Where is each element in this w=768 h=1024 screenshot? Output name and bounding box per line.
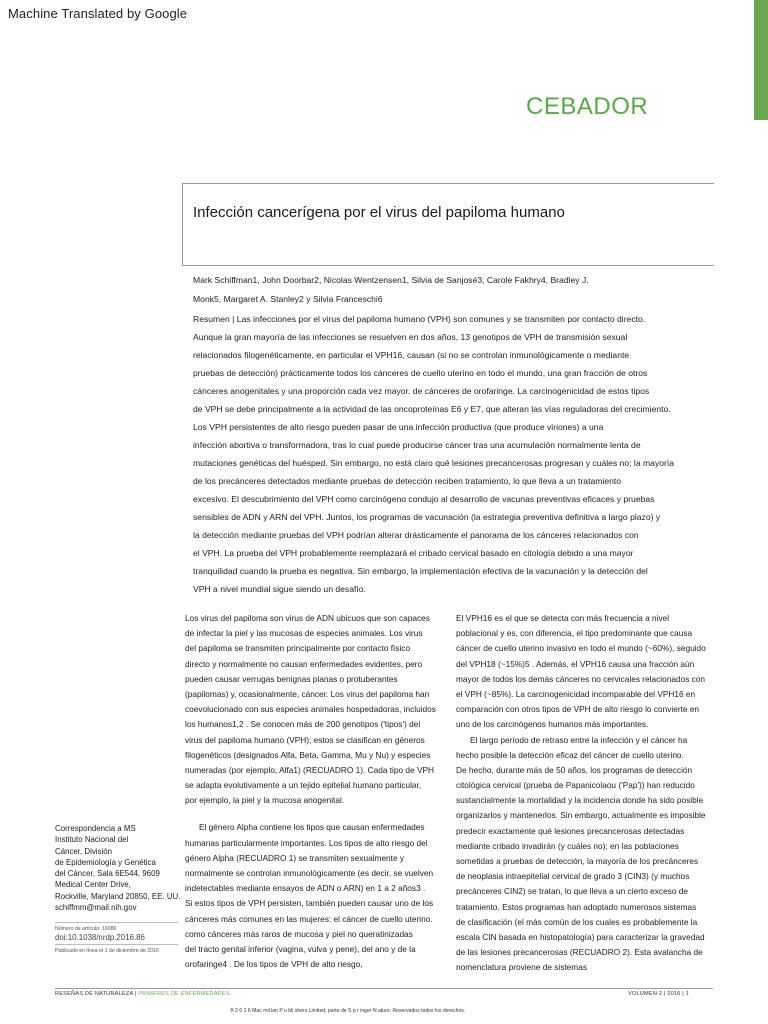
abstract bbox=[193, 310, 718, 598]
abstract-line: Resumen | Las infecciones por el virus del papiloma humano (VPH) son comunes y se transmiten por contacto directo. bbox=[193, 314, 646, 324]
title-rule-left bbox=[182, 183, 183, 265]
correspondence-line: Rockville, Maryland 20850, EE. UU. bbox=[55, 891, 181, 901]
body-line: género Alpha (RECUADRO 1) se transmiten sexualmente y bbox=[185, 852, 405, 863]
correspondence-line: Instituto Nacional del bbox=[55, 835, 129, 845]
body-line: como cánceres más raros de mucosa y piel no queratinizadas bbox=[185, 928, 413, 939]
body-line: orofaringe4 . De los tipos de VPH de alto riesgo, bbox=[185, 959, 363, 970]
body-line: por ejemplo, la piel y la mucosa anogenital. bbox=[185, 795, 345, 806]
body-line: sustancialmente la mortalidad y la incidencia donde ha sido posible bbox=[456, 795, 704, 806]
body-line: del VPH18 (~15%)5 . Además, el VPH16 causa una fracción aún bbox=[456, 658, 695, 669]
abstract-line: cánceres anogenitales y una proporción cada vez mayor. de cánceres de orofaringe. La carcinogenicidad de estos tipos bbox=[193, 386, 650, 396]
body-line: El largo período de retraso entre la infección y el cáncer ha bbox=[470, 734, 688, 745]
abstract-line: infección abortiva o transformadora, tras lo cual puede producirse cáncer tras una acumulación normalmente lenta de bbox=[193, 440, 641, 450]
body-line: se adapta evolutivamente a un tejido epitelial humano particular, bbox=[185, 780, 422, 791]
body-line: pueden causar verrugas benignas planas o protuberantes bbox=[185, 673, 398, 684]
author-line: Monk5, Margaret A. Stanley2 y Silvia Franceschi6 bbox=[193, 294, 383, 304]
body-line: poblacional y es, con diferencia, el tipo predominante que causa bbox=[456, 628, 693, 639]
body-line: De hecho, durante más de 50 años, los programas de detección bbox=[456, 764, 693, 775]
body-line: de clasificación (el más común de los cuales es probablemente la bbox=[456, 916, 698, 927]
correspondence-line: de Epidemiología y Genética bbox=[55, 857, 156, 867]
correspondence-line: Medical Center Drive, bbox=[55, 880, 131, 890]
body-line: Los virus del papiloma son virus de ADN ubicuos que son capaces bbox=[185, 613, 430, 623]
copyright-notice: ® 2 0 1 6 Mac mil lan P u bli shers Limited, parte de S p r inger N ature. Reservados todos los derechos. bbox=[230, 1008, 466, 1014]
meta-divider bbox=[55, 922, 178, 923]
body-line: comparación con otros tipos de VPH de alto riesgo lo convierte en bbox=[456, 704, 700, 715]
footer-journal bbox=[55, 991, 230, 997]
body-line: predecir exactamente qué lesiones precancerosas detectadas bbox=[456, 825, 685, 836]
body-line: directo y normalmente no causan enfermedades evidentes, pero bbox=[185, 658, 423, 669]
body-line: de neoplasia intraepitelial cervical de grado 3 (CIN3) (y muchos bbox=[456, 871, 690, 882]
body-line: tratamiento. Estos programas han adoptado numerosos sistemas bbox=[456, 901, 697, 912]
body-line: (papilomas) y, ocasionalmente, cáncer. Los virus del papiloma han bbox=[185, 688, 430, 699]
body-line: indetectables mediante ensayos de ADN o ARN) en 1 a 2 años3 . bbox=[185, 883, 426, 894]
body-line: mayor de todos los demás cánceres no cervicales relacionados con bbox=[456, 673, 706, 684]
body-line: hecho posible la detección eficaz del cáncer de cuello uterino. bbox=[456, 749, 684, 760]
body-line: numeradas (por ejemplo, Alfa1) (RECUADRO 1). Cada tipo de VPH bbox=[185, 764, 435, 775]
body-line: cánceres más comunes en las mujeres: el cáncer de cuello uterino. bbox=[185, 913, 433, 924]
abstract-line: excesivo. El descubrimiento del VPH como carcinógeno condujo al desarrollo de vacunas preventivas eficaces y pruebas bbox=[193, 494, 655, 504]
title-rule-top bbox=[182, 183, 714, 184]
correspondence-line: Correspondencia a MS bbox=[55, 824, 136, 833]
body-line: de infectar la piel y las mucosas de especies animales. Los virus bbox=[185, 628, 423, 639]
body-line: uno de los carcinógenos humanos más importantes. bbox=[456, 719, 649, 730]
abstract-line: pruebas de detección) prácticamente todos los cánceres de cuello uterino en todo el mundo, una gran fracción de otros bbox=[193, 368, 648, 378]
meta-divider bbox=[55, 944, 178, 945]
email-link[interactable]: schiffmm@mail.nih.gov bbox=[55, 903, 137, 913]
body-line: humanas particularmente importantes. Los tipos de alto riesgo del bbox=[185, 837, 428, 848]
abstract-line: la detección mediante pruebas del VPH podrían alterar drásticamente el panorama de los cánceres relacionados con bbox=[193, 530, 639, 540]
correspondence-block bbox=[55, 823, 185, 913]
body-line: el VPH (~85%). La carcinogenicidad incomparable del VPH16 en bbox=[456, 688, 696, 699]
article-title: Infección cancerígena por el virus del papiloma humano bbox=[193, 204, 565, 221]
section-label: CEBADOR bbox=[526, 93, 649, 120]
footer-volume: VOLUMEN 2 | 2016 | 1 bbox=[628, 991, 690, 997]
journal-section: PRIMERES DE ENFERMEDADES bbox=[138, 991, 230, 997]
body-line: Si estos tipos de VPH persisten, también pueden causar uno de los bbox=[185, 898, 434, 909]
machine-translated-label: Machine Translated by Google bbox=[8, 6, 188, 21]
title-rule-bottom bbox=[182, 265, 714, 266]
body-line: virus del papiloma humano (VPH); estos se clasifican en géneros bbox=[185, 734, 425, 745]
body-line: cáncer de cuello uterino invasivo en todo el mundo (~60%), seguido bbox=[456, 643, 706, 654]
footer-divider bbox=[55, 988, 713, 989]
abstract-line: mutaciones genéticas del huésped. Sin embargo, no está claro qué lesiones precancerosas progresan y cuáles no; la mayoría bbox=[193, 458, 675, 468]
author-line: Mark Schiffman1, John Doorbar2, Nicolas Wentzensen1, Silvia de Sanjosé3, Carole Fakhry4, Bradley J. bbox=[193, 275, 589, 285]
body-line: mediante cribado invadirán (y cuáles no); en las poblaciones bbox=[456, 840, 679, 851]
abstract-line: relacionados filogenéticamente, en particular el VPH16, causan (si no se controlan inmunológicamente o mediante bbox=[193, 350, 630, 360]
abstract-line: Los VPH persistentes de alto riesgo pueden pasar de una infección productiva (que produce viriones) a una bbox=[193, 422, 604, 432]
body-line: escala CIN basada en histopatología) para caracterizar la gravedad bbox=[456, 931, 705, 942]
body-line: los humanos1,2 . Se conocen más de 200 genotipos ('tipos') del bbox=[185, 719, 421, 730]
body-line: El género Alpha contiene los tipos que causan enfermedades bbox=[199, 822, 425, 833]
published-date: Publicado en línea el 1 de diciembre de 2016 bbox=[55, 948, 159, 954]
abstract-line: de VPH se debe principalmente a la actividad de las oncoproteínas E6 y E7, que alteran las vías reguladoras del crecimiento. bbox=[193, 404, 671, 414]
body-line: organizarlos y mantenerlos. Sin embargo, actualmente es imposible bbox=[456, 810, 706, 821]
author-list bbox=[193, 271, 713, 309]
body-line: de las lesiones precancerosas (RECUADRO 2). Esta avalancha de bbox=[456, 947, 703, 958]
abstract-line: VPH a nivel mundial sigue siendo un desafío. bbox=[193, 584, 366, 594]
section-color-tab bbox=[754, 0, 768, 120]
correspondence-line: Cáncer, División bbox=[55, 846, 113, 856]
body-line: del tracto genital inferior (vagina, vulva y pene), del ano y de la bbox=[185, 943, 416, 954]
abstract-line: el VPH. La prueba del VPH probablemente reemplazará el cribado cervical basado en citología debido a una mayor bbox=[193, 548, 634, 558]
doi-link[interactable]: doi:10.1038/nrdp.2016.86 bbox=[55, 933, 145, 942]
abstract-line: de los precánceres detectados mediante pruebas de detección reciben tratamiento, lo que lleva a un tratamiento bbox=[193, 476, 622, 486]
body-line: normalmente se controlan inmunológicamente (es decir, se vuelven bbox=[185, 868, 434, 878]
abstract-line: Aunque la gran mayoría de las infecciones se resuelven en dos años, 13 genotipos de VPH de transmisión sexual bbox=[193, 332, 628, 342]
body-line: coevolucionado con sus especies animales hospedadoras, incluidos bbox=[185, 704, 436, 715]
body-line: filogenéticos (designados Alfa, Beta, Gamma, Mu y Nu) y especies bbox=[185, 749, 431, 760]
correspondence-line: del Cáncer, Sala 6E544, 9609 bbox=[55, 869, 160, 879]
body-line: del papiloma se transmiten principalmente por contacto físico bbox=[185, 643, 411, 654]
abstract-line: tranquilidad cuando la prueba es negativa. Sin embargo, la implementación efectiva de la vacunación y la detección del bbox=[193, 566, 648, 576]
body-line: sometidas a pruebas de detección, la mayoría de los precánceres bbox=[456, 856, 699, 866]
article-number: Número de artículo: 16086 bbox=[55, 926, 117, 932]
body-column-left bbox=[185, 611, 447, 972]
body-line: precánceres CIN2) se tratan, lo que lleva a un cierto exceso de bbox=[456, 886, 688, 897]
journal-name: RESEÑAS DE NATURALEZA | bbox=[55, 991, 137, 997]
body-line: El VPH16 es el que se detecta con más frecuencia a nivel bbox=[456, 613, 670, 623]
body-column-right bbox=[456, 611, 718, 976]
abstract-line: sensibles de ADN y ARN del VPH. Juntos, los programas de vacunación (la estrategia preventiva definitiva a largo plazo) y bbox=[193, 512, 661, 522]
body-line: nomenclatura proviene de sistemas bbox=[456, 962, 587, 973]
body-line: citológica cervical (prueba de Papanicolaou ('Pap')) han reducido bbox=[456, 780, 695, 791]
